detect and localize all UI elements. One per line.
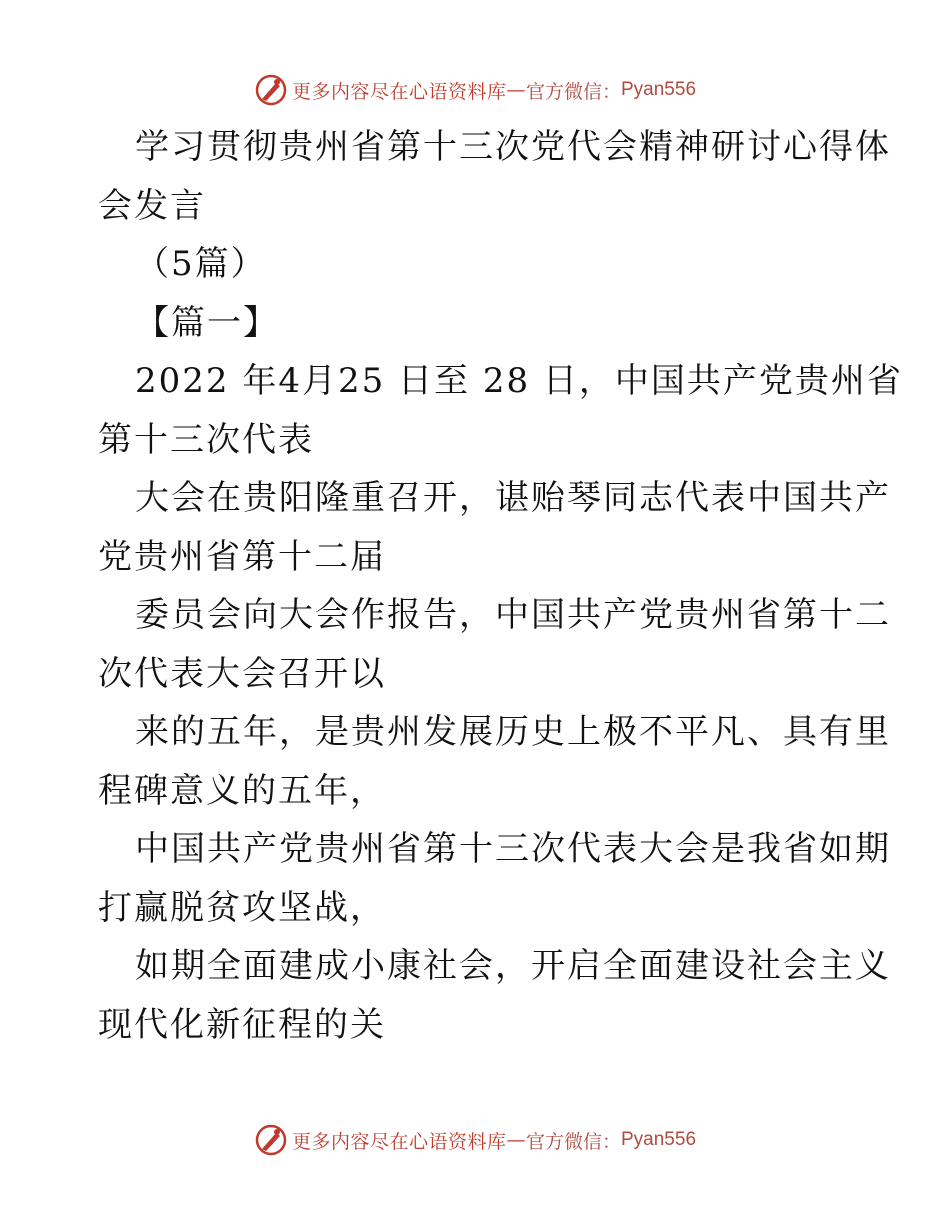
text-line: 打赢脱贫攻坚战， — [98, 887, 386, 928]
text-line: 现代化新征程的关 — [98, 1004, 386, 1045]
banner-wechat-label: 官方微信： — [525, 1130, 621, 1153]
text-line: 来的五年，是贵州发展历史上极不平凡、具有里 — [135, 712, 891, 752]
banner-wechat-id: Pyan556 — [621, 79, 697, 100]
footer-banner — [0, 1120, 950, 1160]
text-line: 第十三次代表 — [98, 419, 314, 460]
text-line: 程碑意义的五年， — [98, 770, 386, 811]
text-line: 委员会向大会作报告，中国共产党贵州省第十二 — [135, 595, 891, 635]
pen-logo-icon — [254, 73, 288, 107]
banner-title: 更多内容尽在心语资料库 — [291, 80, 507, 103]
banner-wechat-id: Pyan556 — [621, 1129, 697, 1150]
text-line: 大会在贵阳隆重召开，谌贻琴同志代表中国共产 — [135, 478, 891, 518]
text-line: 如期全面建成小康社会，开启全面建设社会主义 — [135, 946, 891, 986]
text-line: 【篇一】 — [135, 302, 279, 343]
text-line: 次代表大会召开以 — [98, 653, 386, 694]
header-banner — [0, 70, 950, 110]
text-line: 党贵州省第十二届 — [98, 536, 386, 577]
text-line: 中国共产党贵州省第十三次代表大会是我省如期 — [135, 829, 891, 869]
text-line: 会发言 — [98, 185, 206, 226]
banner-dash: — — [506, 79, 526, 101]
text-line: 2022 年4月25 日至 28 日，中国共产党贵州省 — [135, 361, 903, 401]
banner-title: 更多内容尽在心语资料库 — [291, 1130, 507, 1153]
text-line: （5篇） — [135, 244, 267, 284]
pen-logo-icon — [254, 1123, 288, 1157]
text-line: 学习贯彻贵州省第十三次党代会精神研讨心得体 — [135, 127, 891, 167]
document-body — [98, 118, 903, 1054]
banner-dash: — — [506, 1129, 526, 1151]
banner-wechat-label: 官方微信： — [525, 80, 621, 103]
